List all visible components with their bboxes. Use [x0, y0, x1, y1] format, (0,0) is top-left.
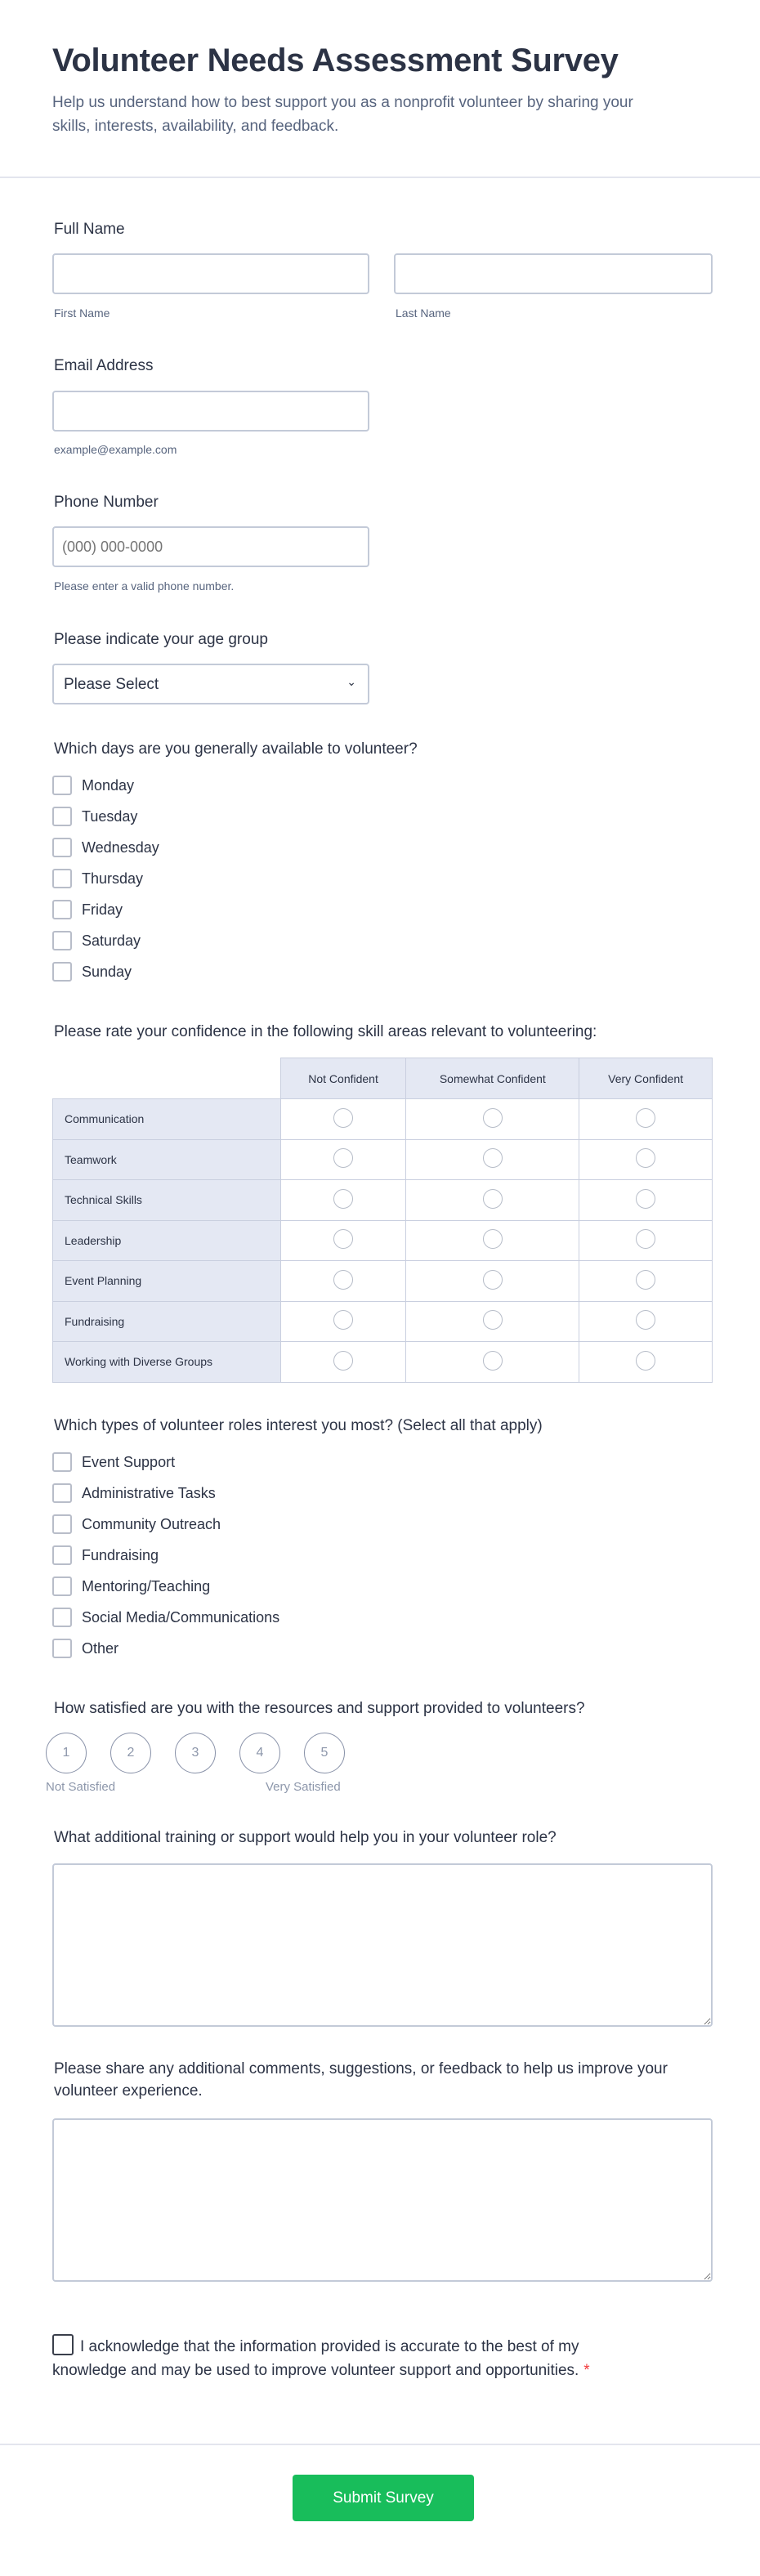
radio-button[interactable] — [636, 1310, 655, 1330]
radio-button[interactable] — [636, 1108, 655, 1128]
radio-button[interactable] — [636, 1270, 655, 1290]
chevron-down-icon: ⌄ — [346, 675, 356, 688]
checkbox[interactable] — [52, 900, 72, 919]
matrix-row-label: Event Planning — [53, 1261, 281, 1302]
checkbox-label: Thursday — [82, 870, 144, 887]
matrix-column-header: Somewhat Confident — [406, 1058, 579, 1099]
matrix-row-label: Working with Diverse Groups — [53, 1342, 281, 1383]
rating-option[interactable]: 3 — [175, 1733, 216, 1773]
checkbox[interactable] — [52, 1639, 72, 1658]
rating-option[interactable]: 1 — [46, 1733, 87, 1773]
radio-button[interactable] — [483, 1270, 503, 1290]
matrix-cell — [406, 1139, 579, 1180]
days-label: Which days are you generally available to volunteer? — [54, 740, 418, 758]
acknowledge-checkbox[interactable] — [52, 2334, 74, 2355]
skills-matrix — [52, 1058, 713, 1383]
radio-button[interactable] — [333, 1310, 353, 1330]
satisfaction-label: How satisfied are you with the resources and support provided to volunteers? — [54, 1700, 585, 1717]
checkbox-label: Monday — [82, 776, 135, 794]
checkbox[interactable] — [52, 807, 72, 826]
last-name-input[interactable] — [394, 253, 713, 294]
checkbox-label: Wednesday — [82, 839, 159, 856]
checkbox[interactable] — [52, 1483, 72, 1503]
matrix-cell — [406, 1261, 579, 1302]
checkbox[interactable] — [52, 838, 72, 857]
first-name-sublabel: First Name — [54, 306, 110, 320]
first-name-input[interactable] — [52, 253, 369, 294]
rating-option[interactable]: 4 — [239, 1733, 280, 1773]
matrix-cell — [406, 1099, 579, 1140]
matrix-row-label: Fundraising — [53, 1301, 281, 1342]
checkbox-option[interactable] — [52, 956, 159, 987]
acknowledge-text: I acknowledge that the information provided is accurate to the best of my knowledge and may be used to improve volunteer support and opportunities. — [52, 2338, 579, 2379]
rating-option[interactable]: 2 — [110, 1733, 151, 1773]
radio-button[interactable] — [636, 1229, 655, 1249]
training-label: What additional training or support would help you in your volunteer role? — [54, 1829, 557, 1846]
matrix-row — [53, 1261, 713, 1302]
matrix-row — [53, 1220, 713, 1261]
matrix-row — [53, 1099, 713, 1140]
scale-low-label: Not Satisfied — [46, 1780, 116, 1794]
checkbox[interactable] — [52, 1514, 72, 1534]
checkbox-label: Administrative Tasks — [82, 1484, 216, 1501]
matrix-cell — [406, 1220, 579, 1261]
skills-label: Please rate your confidence in the following skill areas relevant to volunteering: — [54, 1023, 597, 1040]
matrix-row-label: Leadership — [53, 1220, 281, 1261]
last-name-sublabel: Last Name — [396, 306, 451, 320]
matrix-cell — [579, 1342, 713, 1383]
select-value: Please Select — [64, 676, 159, 693]
checkbox[interactable] — [52, 931, 72, 950]
matrix-row-label: Teamwork — [53, 1139, 281, 1180]
page-subtitle: Help us understand how to best support you as a nonprofit volunteer by sharing your skills, interests, availability, and feedback. — [52, 94, 633, 135]
radio-button[interactable] — [333, 1108, 353, 1128]
matrix-cell — [280, 1220, 406, 1261]
checkbox-label: Event Support — [82, 1453, 176, 1470]
matrix-cell — [579, 1220, 713, 1261]
full-name-label: Full Name — [54, 221, 125, 238]
checkbox-option[interactable] — [52, 863, 159, 894]
page-title: Volunteer Needs Assessment Survey — [52, 42, 619, 78]
training-textarea[interactable] — [52, 1863, 713, 2027]
radio-button[interactable] — [333, 1270, 353, 1290]
checkbox-label: Sunday — [82, 963, 132, 980]
checkbox-option[interactable] — [52, 770, 159, 801]
matrix-cell — [280, 1342, 406, 1383]
checkbox[interactable] — [52, 869, 72, 888]
checkbox-option[interactable] — [52, 894, 159, 925]
radio-button[interactable] — [333, 1351, 353, 1371]
matrix-corner — [53, 1058, 281, 1099]
checkbox-label: Social Media/Communications — [82, 1608, 280, 1626]
matrix-row — [53, 1139, 713, 1180]
checkbox-label: Saturday — [82, 932, 141, 949]
email-label: Email Address — [54, 357, 154, 374]
checkbox-option[interactable] — [52, 1447, 279, 1478]
roles-checkbox-list — [52, 1447, 279, 1664]
matrix-cell — [579, 1301, 713, 1342]
checkbox-option[interactable] — [52, 832, 159, 863]
radio-button[interactable] — [636, 1351, 655, 1371]
matrix-column-header: Very Confident — [579, 1058, 713, 1099]
email-sublabel: example@example.com — [54, 443, 177, 456]
radio-button[interactable] — [483, 1351, 503, 1371]
checkbox-label: Fundraising — [82, 1546, 159, 1563]
footer-divider — [0, 2444, 760, 2445]
radio-button[interactable] — [483, 1229, 503, 1249]
checkbox-option[interactable] — [52, 1571, 279, 1602]
scale-high-label: Very Satisfied — [266, 1780, 341, 1794]
matrix-cell — [579, 1099, 713, 1140]
matrix-row-label: Technical Skills — [53, 1180, 281, 1221]
checkbox[interactable] — [52, 1452, 72, 1472]
comments-textarea[interactable] — [52, 2118, 713, 2282]
roles-label: Which types of volunteer roles interest you most? (Select all that apply) — [54, 1417, 543, 1434]
checkbox-label: Other — [82, 1639, 119, 1657]
checkbox-option[interactable] — [52, 1633, 279, 1664]
days-checkbox-list — [52, 770, 159, 987]
radio-button[interactable] — [333, 1189, 353, 1209]
checkbox[interactable] — [52, 1576, 72, 1596]
phone-sublabel: Please enter a valid phone number. — [54, 579, 235, 593]
email-input[interactable] — [52, 391, 369, 432]
matrix-cell — [280, 1180, 406, 1221]
comments-label: Please share any additional comments, suggestions, or feedback to help us improve your volunteer experience. — [54, 2060, 668, 2100]
matrix-cell — [406, 1301, 579, 1342]
matrix-cell — [406, 1342, 579, 1383]
checkbox[interactable] — [52, 962, 72, 982]
checkbox-label: Mentoring/Teaching — [82, 1577, 211, 1594]
radio-button[interactable] — [483, 1148, 503, 1168]
matrix-cell — [579, 1261, 713, 1302]
submit-button[interactable]: Submit Survey — [293, 2475, 474, 2521]
matrix-cell — [280, 1301, 406, 1342]
checkbox[interactable] — [52, 1545, 72, 1565]
checkbox-label: Tuesday — [82, 807, 138, 825]
matrix-row-label: Communication — [53, 1099, 281, 1140]
matrix-cell — [280, 1099, 406, 1140]
checkbox-option[interactable] — [52, 1478, 279, 1509]
required-asterisk: * — [583, 2362, 590, 2379]
checkbox-option[interactable] — [52, 1540, 279, 1571]
checkbox[interactable] — [52, 776, 72, 795]
checkbox[interactable] — [52, 1608, 72, 1627]
radio-button[interactable] — [333, 1229, 353, 1249]
radio-button[interactable] — [483, 1189, 503, 1209]
matrix-header-row — [53, 1058, 713, 1099]
checkbox-option[interactable] — [52, 1602, 279, 1633]
checkbox-option[interactable] — [52, 1509, 279, 1540]
age-group-select[interactable] — [52, 664, 369, 704]
matrix-cell — [406, 1180, 579, 1221]
radio-button[interactable] — [483, 1108, 503, 1128]
matrix-column-header: Not Confident — [280, 1058, 406, 1099]
matrix-row — [53, 1180, 713, 1221]
satisfaction-scale — [46, 1733, 345, 1773]
matrix-row — [53, 1301, 713, 1342]
matrix-cell — [280, 1261, 406, 1302]
age-label: Please indicate your age group — [54, 631, 268, 648]
form-header — [0, 0, 760, 178]
acknowledge-field — [52, 2334, 624, 2382]
phone-input[interactable] — [52, 526, 369, 567]
radio-button[interactable] — [636, 1189, 655, 1209]
checkbox-label: Community Outreach — [82, 1515, 221, 1532]
matrix-cell — [579, 1139, 713, 1180]
phone-label: Phone Number — [54, 494, 159, 511]
checkbox-option[interactable] — [52, 925, 159, 956]
matrix-cell — [280, 1139, 406, 1180]
rating-option[interactable]: 5 — [304, 1733, 345, 1773]
checkbox-option[interactable] — [52, 801, 159, 832]
radio-button[interactable] — [333, 1148, 353, 1168]
checkbox-label: Friday — [82, 901, 123, 918]
matrix-cell — [579, 1180, 713, 1221]
radio-button[interactable] — [483, 1310, 503, 1330]
matrix-row — [53, 1342, 713, 1383]
radio-button[interactable] — [636, 1148, 655, 1168]
